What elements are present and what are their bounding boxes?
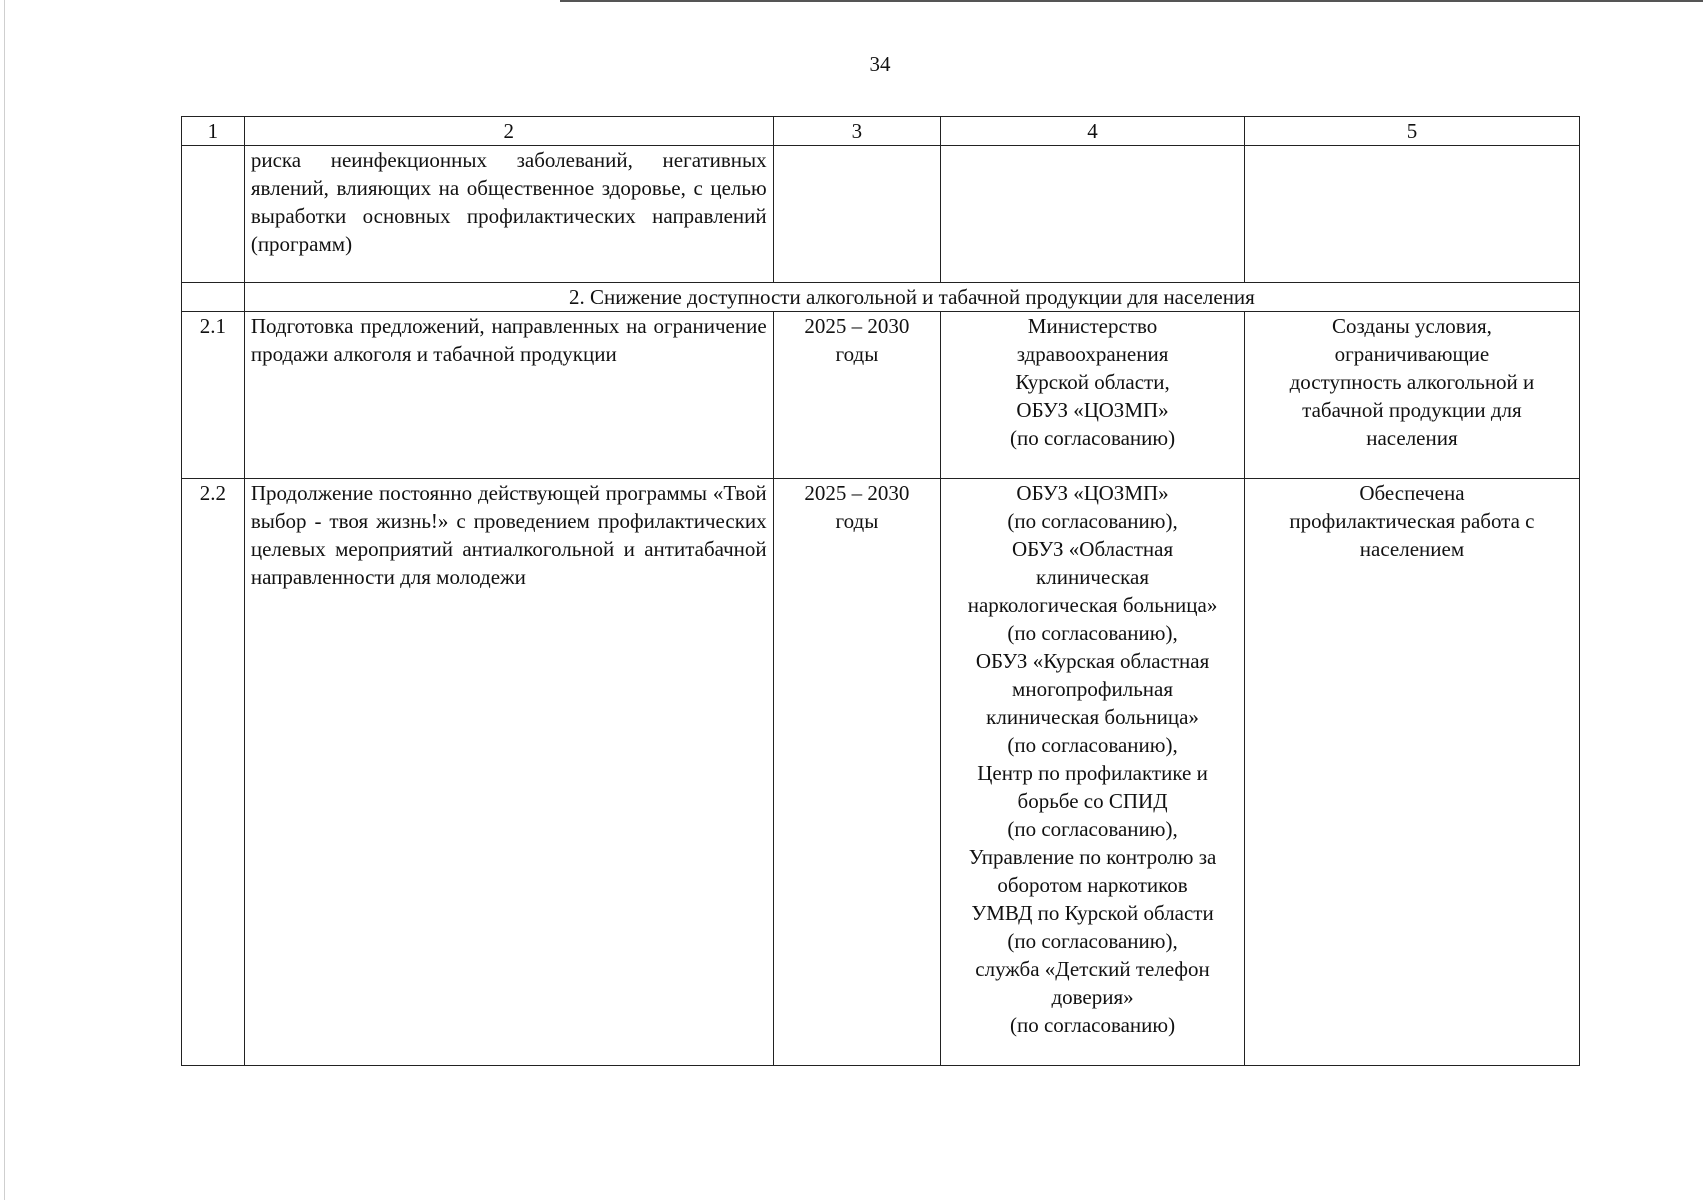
column-header-5: 5: [1244, 117, 1579, 146]
executor-line: (по согласованию),: [1007, 509, 1178, 533]
result-line: табачной продукции для: [1302, 398, 1522, 422]
table-row-2-2: [182, 479, 1580, 1066]
executor-line: клиническая больница»: [986, 705, 1199, 729]
executor-line: Центр по профилактике и: [977, 761, 1208, 785]
table-row-2-1: [182, 312, 1580, 479]
executor-line: ОБУЗ «ЦОЗМП»: [1016, 481, 1169, 505]
continuation-row: [182, 146, 1580, 283]
executor-line: (по согласованию): [1009, 426, 1176, 450]
result-line: Обеспечена: [1359, 481, 1465, 505]
row-number-cell: [182, 146, 245, 283]
row-dates: [773, 146, 941, 283]
row-result: [1244, 312, 1579, 479]
row-dates: [773, 312, 941, 479]
dates-line: годы: [835, 509, 879, 533]
executor-line: Курской области,: [1015, 370, 1170, 394]
result-line: доступность алкогольной и: [1289, 370, 1535, 394]
executor-line: (по согласованию),: [1007, 621, 1178, 645]
dates-line: 2025 – 2030: [804, 314, 910, 338]
executor-line: (по согласованию),: [1007, 733, 1178, 757]
executor-line: служба «Детский телефон: [975, 957, 1210, 981]
row-executors: [941, 146, 1245, 283]
executor-line: ОБУЗ «Областная: [1011, 537, 1174, 561]
section-row: [182, 283, 1580, 312]
row-number: 2.1: [182, 312, 245, 479]
column-header-4: 4: [941, 117, 1245, 146]
column-header-2: 2: [244, 117, 773, 146]
executor-line: доверия»: [1051, 985, 1134, 1009]
page-number: 34: [869, 52, 891, 76]
section-title: 2. Снижение доступности алкогольной и табачной продукции для населения: [244, 283, 1579, 312]
column-header-1: 1: [182, 117, 245, 146]
row-number: 2.2: [182, 479, 245, 1066]
row-result: [1244, 479, 1579, 1066]
scan-edge-left: [4, 0, 5, 1200]
measures-table: [181, 116, 1580, 1066]
section-number-cell: [182, 283, 245, 312]
executor-line: УМВД по Курской области: [971, 901, 1214, 925]
column-header-3: 3: [773, 117, 941, 146]
executor-line: (по согласованию): [1009, 1013, 1176, 1037]
executor-line: многопрофильная: [1012, 677, 1174, 701]
executor-line: здравоохранения: [1016, 342, 1169, 366]
row-executors: [941, 479, 1245, 1066]
executor-line: Министерство: [1027, 314, 1158, 338]
column-number-row: [182, 117, 1580, 146]
dates-line: 2025 – 2030: [804, 481, 910, 505]
row-dates: [773, 479, 941, 1066]
row-description: Продолжение постоянно действующей программы «Твой выбор - твоя жизнь!» с проведением профилактических целевых мероприятий антиалкогольной и антитабачной направленности для молодежи: [244, 479, 773, 1066]
executor-line: (по согласованию),: [1007, 929, 1178, 953]
executor-line: борьбе со СПИД: [1017, 789, 1168, 813]
executor-line: Управление по контролю за: [968, 845, 1217, 869]
executor-line: (по согласованию),: [1007, 817, 1178, 841]
executor-line: ОБУЗ «ЦОЗМП»: [1016, 398, 1169, 422]
result-line: профилактическая работа с: [1289, 509, 1535, 533]
row-description: риска неинфекционных заболеваний, негативных явлений, влияющих на общественное здоровье, с целью выработки основных профилактических направлений (программ): [244, 146, 773, 283]
executor-line: ОБУЗ «Курская областная: [975, 649, 1210, 673]
row-description: Подготовка предложений, направленных на ограничение продажи алкоголя и табачной продукции: [244, 312, 773, 479]
result-line: ограничивающие: [1334, 342, 1490, 366]
row-executors: [941, 312, 1245, 479]
executor-line: наркологическая больница»: [967, 593, 1218, 617]
result-line: Созданы условия,: [1331, 314, 1492, 338]
dates-line: годы: [835, 342, 879, 366]
result-line: населением: [1359, 537, 1465, 561]
result-line: населения: [1366, 426, 1458, 450]
executor-line: клиническая: [1036, 565, 1150, 589]
executor-line: оборотом наркотиков: [997, 873, 1188, 897]
row-result: [1244, 146, 1579, 283]
scan-edge-top: [560, 0, 1703, 2]
